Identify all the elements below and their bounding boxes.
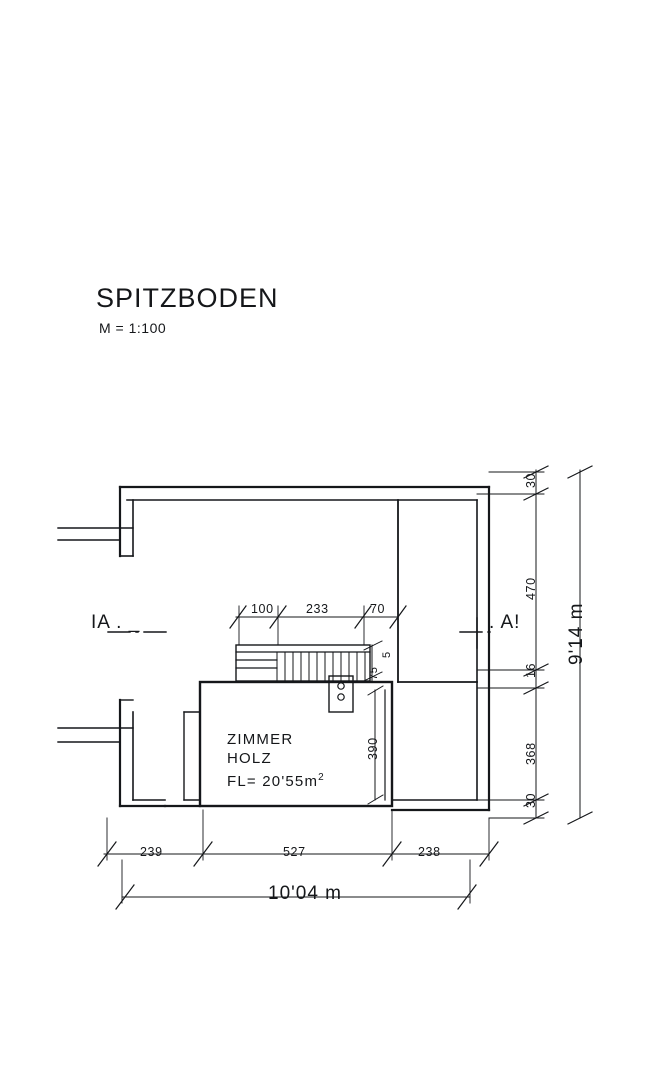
page-title: SPITZBODEN <box>96 283 279 313</box>
room-area-superscript: 2 <box>318 772 325 783</box>
dim-right-bottom-30: 30 <box>524 792 538 808</box>
dim-stair-100: 100 <box>251 602 274 616</box>
room-material: HOLZ <box>227 750 272 767</box>
section-marker-left: IA . _ <box>91 612 141 633</box>
dim-right-470: 470 <box>524 577 538 600</box>
room-area <box>227 768 325 791</box>
dim-bottom-238: 238 <box>418 845 441 859</box>
room-area-value: FL= 20'55m <box>227 773 319 790</box>
dim-room-depth-390: 390 <box>366 737 380 760</box>
dim-stair-75: 75 <box>368 666 380 680</box>
dim-top-right-30: 30 <box>524 472 538 488</box>
room-label-block <box>227 730 325 791</box>
dim-right-16: 16 <box>524 662 538 678</box>
room-name: ZIMMER <box>227 731 294 748</box>
dim-right-368: 368 <box>524 742 538 765</box>
dim-overall-height: 9'14 m <box>566 602 587 665</box>
dim-bottom-239: 239 <box>140 845 163 859</box>
dim-overall-width: 10'04 m <box>268 883 343 904</box>
scale-label: M = 1:100 <box>99 320 167 336</box>
dim-stair-5: 5 <box>381 651 393 658</box>
dim-stair-70: 70 <box>370 602 386 616</box>
dim-stair-233: 233 <box>306 602 329 616</box>
section-marker-right: . A! <box>489 612 521 633</box>
dim-bottom-527: 527 <box>283 845 306 859</box>
